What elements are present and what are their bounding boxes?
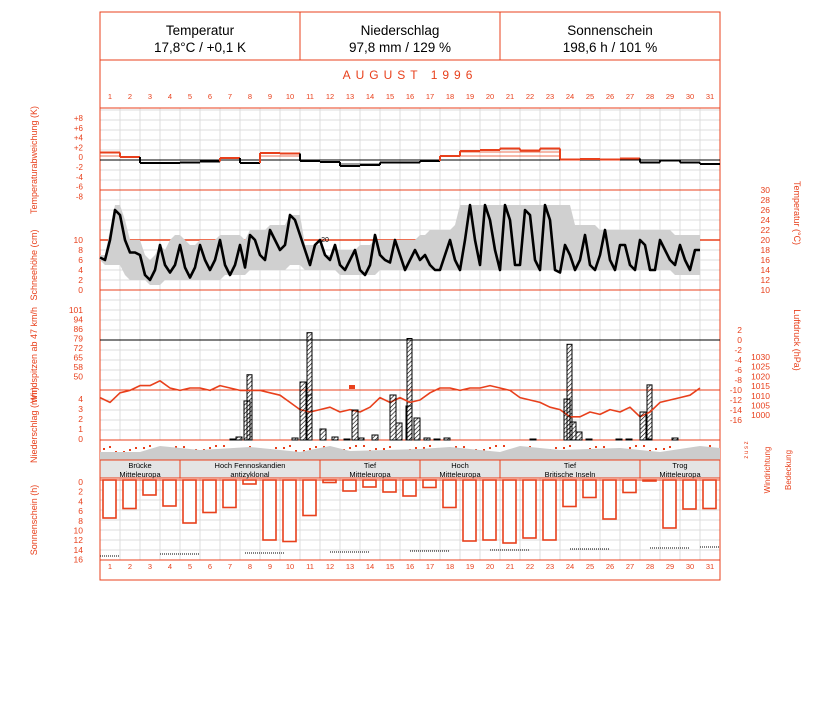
day-top-9: 9 — [267, 92, 273, 101]
weather-type-line2-5: Mitteleuropa — [659, 470, 701, 479]
press-temp-tick-9: -16 — [729, 415, 742, 425]
day-top-7: 7 — [227, 92, 233, 101]
day-top-13: 13 — [345, 92, 355, 101]
day-top-22: 22 — [525, 92, 535, 101]
wind-dir-dot-28-0 — [643, 445, 645, 447]
anom-tick-0: +8 — [73, 114, 83, 123]
precip-bar-22 — [576, 432, 582, 440]
sun-bar-12 — [323, 480, 336, 483]
sun-bar-20 — [483, 480, 496, 540]
day-top-21: 21 — [505, 92, 515, 101]
day-top-26: 26 — [605, 92, 615, 101]
temp-rtick-2: 26 — [760, 205, 770, 215]
precip-bar-25 — [626, 439, 632, 440]
wind-dir-dot-26-0 — [603, 446, 605, 448]
wind-dir-dot-11-1 — [309, 448, 311, 450]
press-tick-3: 1015 — [751, 381, 770, 392]
wind-dir-dot-20-2 — [495, 445, 497, 447]
sun-bar-22 — [523, 480, 536, 538]
press-temp-tick-6: -10 — [729, 385, 742, 395]
day-top-19: 19 — [465, 92, 475, 101]
wind-dir-dot-7-0 — [223, 445, 225, 447]
temp-rtick-4: 22 — [760, 225, 770, 235]
wind-dir-dot-6-2 — [215, 445, 217, 447]
day-bottom-24: 24 — [565, 562, 575, 571]
wind-dir-dot-23-2 — [555, 447, 557, 449]
day-bottom-23: 23 — [545, 562, 555, 571]
press-temp-tick-8: -14 — [729, 405, 742, 415]
wind-dir-dot-28-2 — [655, 448, 657, 450]
wind-dir-dot-15-0 — [383, 448, 385, 450]
day-top-23: 23 — [545, 92, 555, 101]
wind-tick-3: 79 — [73, 333, 83, 344]
precip-bar-10 — [358, 438, 364, 440]
wind-tick-0: 101 — [68, 305, 83, 315]
day-bottom-29: 29 — [665, 562, 675, 571]
snow-tick-3: 4 — [78, 265, 83, 275]
precip-bar-20 — [564, 399, 570, 440]
sun-tick-6: 12 — [73, 535, 83, 546]
precip-tick-2: 2 — [78, 414, 83, 424]
wind-dir-dot-3-1 — [149, 445, 151, 447]
sun-tick-7: 14 — [73, 544, 83, 555]
day-top-17: 17 — [425, 92, 435, 101]
day-bottom-17: 17 — [425, 562, 435, 571]
day-top-28: 28 — [645, 92, 655, 101]
wind-dir-dot-10-0 — [283, 447, 285, 449]
wind-tick-6: 58 — [73, 362, 83, 372]
sun-bar-24 — [563, 480, 576, 507]
snow-axis-label: Schneehöhe (cm) — [29, 229, 39, 301]
press-temp-tick-5: -8 — [734, 375, 742, 385]
day-bottom-3: 3 — [147, 562, 153, 571]
wind-dir-dot-27-1 — [629, 447, 631, 449]
snow-tick-2: 6 — [78, 255, 83, 265]
sun-bar-27 — [623, 480, 636, 493]
day-top-24: 24 — [565, 92, 575, 101]
precip-bar-16 — [424, 438, 430, 440]
day-top-20: 20 — [485, 92, 495, 101]
wind-dir-legend: z u s z — [744, 441, 750, 459]
day-bottom-12: 12 — [325, 562, 335, 571]
wind-dir-dot-20-1 — [489, 447, 491, 449]
press-temp-tick-4: -6 — [734, 365, 742, 375]
precip-bar-3 — [292, 438, 298, 440]
sun-bar-4 — [163, 480, 176, 506]
day-bottom-22: 22 — [525, 562, 535, 571]
sun-tick-0: 0 — [78, 477, 83, 487]
wind-dir-dot-21-0 — [503, 445, 505, 447]
sun-bar-14 — [363, 480, 376, 487]
day-top-4: 4 — [167, 92, 173, 101]
snow-tick-1: 8 — [78, 245, 83, 255]
day-bottom-1: 1 — [107, 562, 113, 571]
weather-type-line2-2: Mitteleuropa — [349, 470, 391, 479]
sun-bar-18 — [443, 480, 456, 508]
sun-bar-1 — [103, 480, 116, 518]
temp-rtick-8: 14 — [760, 265, 770, 275]
wind-tick-7: 50 — [73, 371, 83, 382]
snow-tick-5: 0 — [78, 285, 83, 295]
day-top-8: 8 — [247, 92, 253, 101]
sun-axis-label: Sonnenschein (h) — [29, 484, 39, 556]
anom-tick-6: -4 — [75, 172, 83, 182]
weather-type-line2-1: antizyklonal — [230, 470, 270, 479]
day-bottom-4: 4 — [167, 562, 173, 571]
precip-bar-18 — [444, 438, 450, 440]
wind-tick-5: 65 — [73, 352, 83, 363]
precip-bar-14 — [406, 406, 412, 440]
precip-axis-label: Niederschlag (mm) — [29, 386, 39, 464]
day-bottom-6: 6 — [207, 562, 213, 571]
wind-dir-dot-14-2 — [375, 448, 377, 450]
wind-dir-dot-29-1 — [669, 446, 671, 448]
precip-bar-23 — [586, 439, 592, 440]
day-top-29: 29 — [665, 92, 675, 101]
sun-bar-15 — [383, 480, 396, 492]
precip-bar-2 — [244, 401, 250, 440]
wind-dir-dot-27-2 — [635, 445, 637, 447]
sun-tick-2: 4 — [78, 496, 83, 507]
press-temp-tick-7: -12 — [729, 395, 742, 405]
cloud-label: Bedeckung — [784, 449, 793, 491]
day-bottom-25: 25 — [585, 562, 595, 571]
precip-bar-5 — [306, 395, 312, 440]
wind-dir-dot-19-0 — [463, 446, 465, 448]
wind-dir-dot-1-0 — [103, 448, 105, 450]
precip-bar-12 — [390, 395, 396, 440]
precip-bar-8 — [344, 439, 350, 440]
day-bottom-2: 2 — [127, 562, 133, 571]
snow-tick-4: 2 — [78, 275, 83, 285]
wind-dir-dot-24-0 — [563, 447, 565, 449]
header-precipitation-title: Niederschlag — [360, 23, 440, 38]
precip-tick-1: 3 — [78, 404, 83, 414]
press-tick-5: 1005 — [751, 400, 770, 411]
sun-bar-5 — [183, 480, 196, 523]
wind-tick-2: 86 — [73, 324, 83, 334]
precip-bar-13 — [396, 423, 402, 440]
temp-rtick-1: 28 — [760, 195, 770, 205]
day-top-11: 11 — [306, 92, 314, 101]
sun-bar-21 — [503, 480, 516, 543]
press-tick-4: 1010 — [751, 390, 770, 401]
anom-tick-5: -2 — [75, 163, 83, 172]
precip-tick-0: 4 — [78, 394, 83, 404]
wind-dir-dot-2-1 — [129, 449, 131, 451]
month-title: AUGUST 1996 — [342, 68, 478, 82]
precip-bar-0 — [230, 439, 236, 440]
press-temp-tick-0: 2 — [737, 325, 742, 335]
precip-bar-28 — [672, 438, 678, 440]
wind-dir-dot-25-2 — [595, 446, 597, 448]
wind-dir-dot-13-1 — [349, 447, 351, 449]
sun-bar-29 — [663, 480, 676, 528]
anom-tick-2: +4 — [73, 133, 83, 143]
wind-dir-dot-15-1 — [389, 446, 391, 448]
day-top-14: 14 — [365, 92, 375, 101]
press-tick-0: 1030 — [751, 352, 770, 362]
wind-dir-dot-10-1 — [289, 445, 291, 447]
precip-bar-9 — [352, 410, 358, 440]
press-tick-2: 1020 — [751, 371, 770, 382]
sun-bar-30 — [683, 480, 696, 509]
wind-dir-label: Windrichtung — [763, 446, 772, 494]
wind-dir-dot-6-1 — [209, 447, 211, 449]
sun-bar-9 — [263, 480, 276, 540]
anom-tick-3: +2 — [73, 143, 83, 153]
sun-tick-3: 6 — [78, 506, 83, 517]
precip-bar-7 — [332, 437, 338, 440]
sun-bar-26 — [603, 480, 616, 519]
precip-bar-24 — [616, 439, 622, 440]
precip-bar-4 — [300, 382, 306, 440]
wind-tick-4: 72 — [73, 343, 83, 353]
header-temperature-title: Temperatur — [165, 23, 235, 38]
day-top-5: 5 — [187, 92, 193, 101]
wind-dir-dot-24-1 — [569, 445, 571, 447]
wind-dir-dot-31-1 — [709, 445, 711, 447]
sun-bar-8 — [243, 480, 256, 484]
pressure-axis-label: Luftdruck (hPa) — [792, 309, 802, 371]
day-bottom-21: 21 — [505, 562, 515, 571]
precip-bar-21 — [570, 422, 576, 440]
wind-dir-dot-11-2 — [315, 446, 317, 448]
temp-rtick-5: 20 — [760, 235, 770, 245]
anom-tick-1: +6 — [73, 123, 83, 133]
cloud-band — [100, 446, 720, 460]
wind-dir-dot-2-2 — [135, 447, 137, 449]
press-tick-6: 1000 — [751, 410, 770, 421]
precip-bar-15 — [414, 418, 420, 440]
weather-type-line2-4: Britische Inseln — [544, 470, 596, 479]
sun-tick-4: 8 — [78, 515, 83, 526]
sun-tick-8: 16 — [73, 554, 83, 565]
weather-type-line2-3: Mitteleuropa — [439, 470, 481, 479]
sun-tick-1: 2 — [78, 486, 83, 497]
day-bottom-18: 18 — [445, 562, 455, 571]
anom-axis-label: Temperaturabweichung (K) — [29, 105, 39, 215]
day-bottom-5: 5 — [187, 562, 193, 571]
sun-bar-6 — [203, 480, 216, 513]
day-bottom-9: 9 — [267, 562, 273, 571]
sun-bar-31 — [703, 480, 716, 509]
press-temp-tick-3: -4 — [734, 355, 742, 365]
header-sunshine-title: Sonnenschein — [567, 23, 653, 38]
day-bottom-28: 28 — [645, 562, 655, 571]
day-top-10: 10 — [285, 92, 295, 101]
day-bottom-30: 30 — [685, 562, 695, 571]
precip-bar-27 — [646, 439, 652, 440]
day-top-25: 25 — [585, 92, 595, 101]
precip-bar-1 — [236, 437, 242, 440]
temp-rtick-0: 30 — [760, 185, 770, 195]
wind-dir-dot-16-2 — [415, 447, 417, 449]
sun-bar-19 — [463, 480, 476, 541]
precip-bar-11 — [372, 435, 378, 440]
precip-bar-19 — [530, 439, 536, 440]
precip-bar-6 — [320, 429, 326, 440]
day-top-1: 1 — [107, 92, 113, 101]
day-top-6: 6 — [207, 92, 213, 101]
day-top-18: 18 — [445, 92, 455, 101]
day-bottom-14: 14 — [365, 562, 375, 571]
wind-axis-label: Windspitzen ab 47 km/h — [29, 306, 39, 404]
header-precipitation-value: 97,8 mm / 129 % — [348, 40, 452, 55]
sun-bar-2 — [123, 480, 136, 509]
temp-rtick-3: 24 — [760, 215, 770, 225]
wind-dir-dot-14-0 — [363, 445, 365, 447]
day-bottom-8: 8 — [247, 562, 253, 571]
temp-rtick-6: 18 — [760, 245, 770, 255]
wind-dir-dot-17-1 — [429, 445, 431, 447]
weather-type-line1-1: Hoch Fennoskandien — [214, 461, 286, 470]
wind-tick-1: 94 — [73, 314, 83, 325]
sun-bar-28 — [643, 480, 656, 481]
day-bottom-16: 16 — [405, 562, 415, 571]
wind-dir-dot-29-0 — [663, 448, 665, 450]
sun-bar-16 — [403, 480, 416, 496]
temp-rtick-9: 12 — [760, 275, 770, 285]
day-bottom-7: 7 — [227, 562, 233, 571]
anom-tick-4: 0 — [78, 153, 83, 163]
sun-tick-5: 10 — [73, 525, 83, 536]
day-bottom-13: 13 — [345, 562, 355, 571]
day-top-12: 12 — [325, 92, 335, 101]
precip-tick-4: 0 — [78, 434, 83, 444]
day-bottom-10: 10 — [285, 562, 295, 571]
day-bottom-31: 31 — [705, 562, 715, 571]
wind-dir-dot-13-2 — [355, 445, 357, 447]
day-top-15: 15 — [385, 92, 395, 101]
weather-type-line1-5: Trog — [672, 461, 688, 470]
sun-bar-7 — [223, 480, 236, 508]
sun-bar-17 — [423, 480, 436, 488]
weather-type-line1-0: Brücke — [128, 461, 152, 470]
sun-bar-25 — [583, 480, 596, 498]
wind-dir-dot-9-2 — [275, 447, 277, 449]
day-top-2: 2 — [127, 92, 133, 101]
wind-dir-dot-3-0 — [143, 447, 145, 449]
press-temp-tick-1: 0 — [737, 335, 742, 345]
header-sunshine-value: 198,6 h / 101 % — [562, 40, 658, 55]
weather-type-line1-4: Tief — [563, 461, 577, 470]
day-top-31: 31 — [705, 92, 715, 101]
temp-rtick-7: 16 — [760, 255, 770, 265]
weather-type-line1-2: Tief — [363, 461, 377, 470]
press-temp-tick-2: -2 — [734, 345, 742, 355]
weather-type-line2-0: Mitteleuropa — [119, 470, 161, 479]
temp-rtick-10: 10 — [760, 285, 770, 295]
anom-tick-8: -8 — [75, 192, 83, 202]
snow-tick-0: 10 — [73, 235, 83, 245]
precip-tick-3: 1 — [78, 424, 83, 434]
day-top-3: 3 — [147, 92, 153, 101]
sun-bar-13 — [343, 480, 356, 491]
temp-axis-label: Temperatur (°C) — [792, 180, 802, 246]
precip-bar-26 — [640, 412, 646, 440]
day-top-27: 27 — [625, 92, 635, 101]
day-bottom-15: 15 — [385, 562, 395, 571]
sun-bar-10 — [283, 480, 296, 542]
day-bottom-20: 20 — [485, 562, 495, 571]
day-bottom-26: 26 — [605, 562, 615, 571]
day-bottom-19: 19 — [465, 562, 475, 571]
snow-peak-label: 20 — [321, 237, 329, 244]
day-top-30: 30 — [685, 92, 695, 101]
day-bottom-27: 27 — [625, 562, 635, 571]
precip-bar-17 — [434, 439, 440, 440]
wind-dir-dot-5-0 — [183, 446, 185, 448]
press-tick-1: 1025 — [751, 361, 770, 372]
day-top-16: 16 — [405, 92, 415, 101]
sun-bar-11 — [303, 480, 316, 516]
day-bottom-11: 11 — [306, 562, 314, 571]
header-temperature-value: 17,8°C / +0,1 K — [153, 40, 247, 55]
anom-tick-7: -6 — [75, 182, 83, 192]
precip-snow-mark — [349, 385, 355, 389]
weather-type-line1-3: Hoch — [451, 461, 469, 470]
wind-dir-dot-1-1 — [109, 446, 111, 448]
sun-bar-3 — [143, 480, 156, 495]
sun-bar-23 — [543, 480, 556, 540]
